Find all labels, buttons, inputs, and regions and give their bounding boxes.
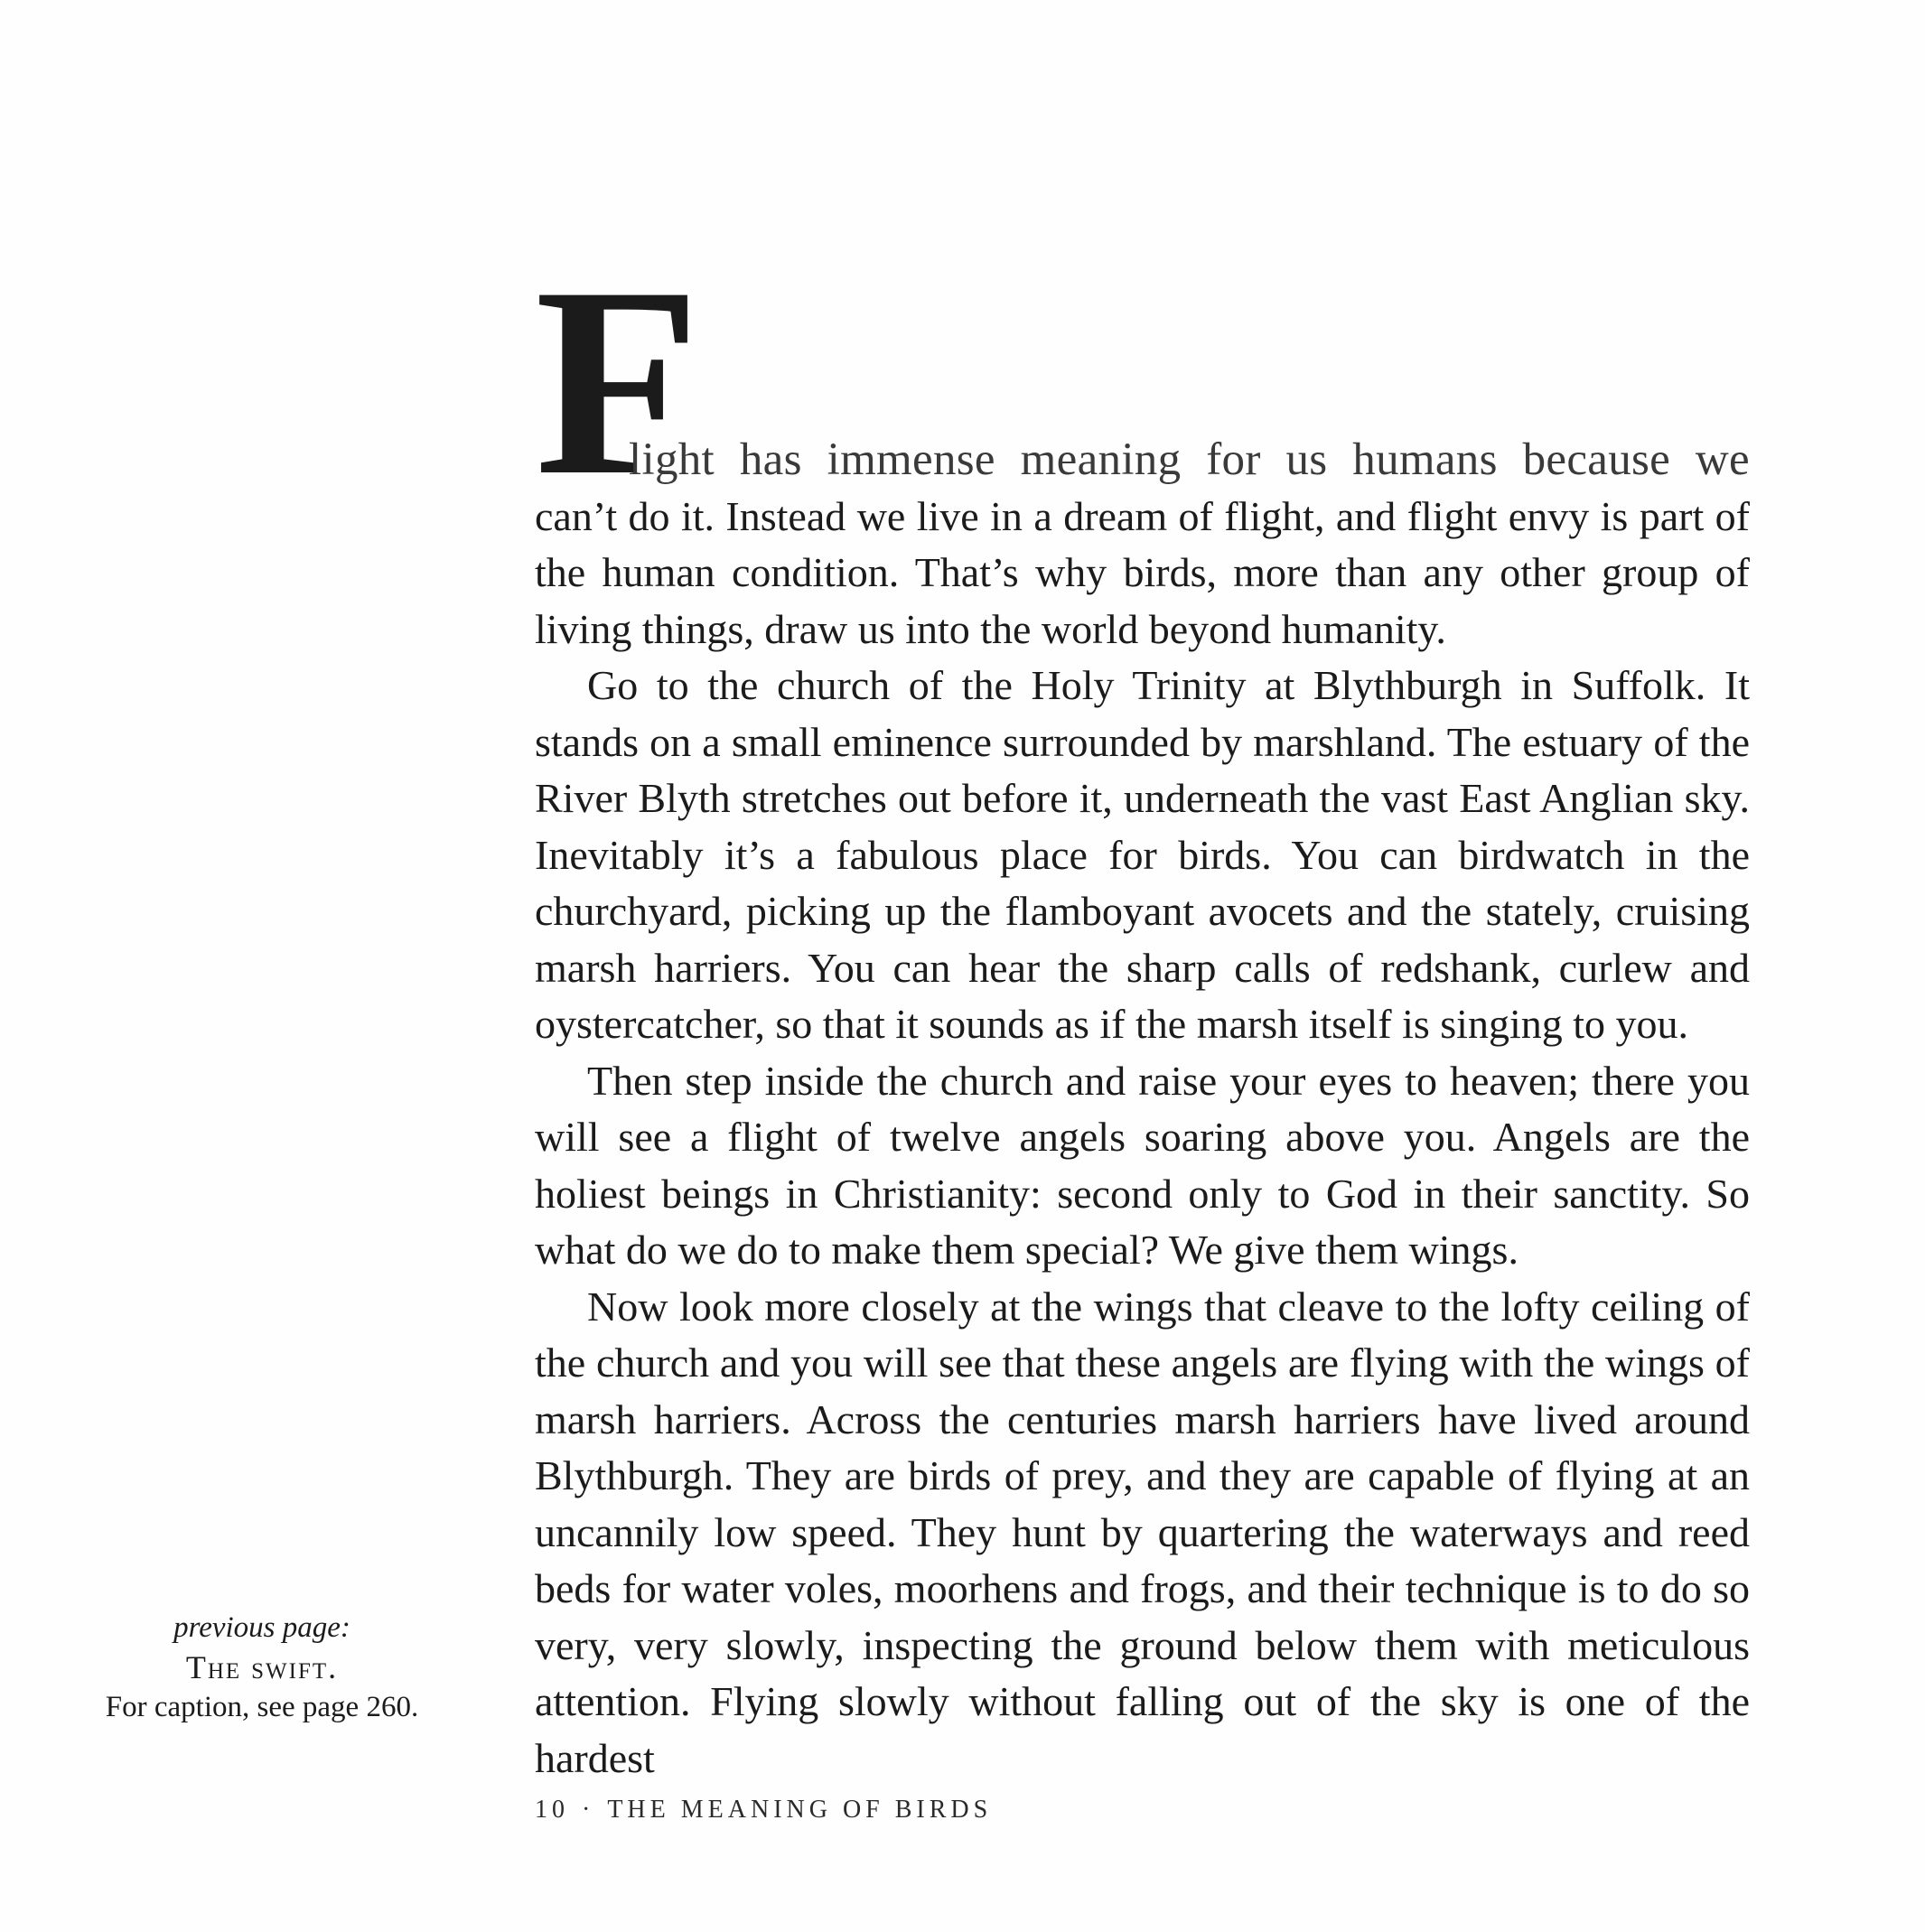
- body-text: [535, 231, 1750, 1781]
- paragraph-4: Now look more closely at the wings that cleave to the lofty ceiling of the church and you will see that these angels are flying with the wings of marsh harriers. Across the centuries marsh harriers have lived around Blythburgh. They are birds of prey, and they are capable of flying at an uncannily low speed. They hunt by quartering the waterways and reed beds for water voles, moorhens and frogs, and their technique is to do so very, very slowly, inspecting the ground below them with meticulous attention. Flying slowly without falling out of the sky is one of the hardest: [535, 1283, 1750, 1781]
- footer-separator: ·: [582, 1796, 595, 1824]
- running-footer: [535, 1796, 992, 1825]
- drop-cap-initial: F: [535, 231, 701, 531]
- book-title: THE MEANING OF BIRDS: [607, 1796, 993, 1824]
- figure-caption: [72, 1608, 452, 1727]
- caption-reference: For caption, see page 260.: [105, 1691, 419, 1723]
- caption-intro: previous page:: [173, 1611, 350, 1644]
- page-number: 10: [535, 1796, 569, 1824]
- paragraph-1-body: can’t do it. Instead we live in a dream of flight, and flight envy is part of the human condition. That’s why birds, more than any other group of living things, draw us into the world beyond humanity.: [535, 492, 1750, 652]
- paragraph-1: [535, 432, 1750, 658]
- paragraph-3: Then step inside the church and raise your eyes to heaven; there you will see a flight of twelve angels soaring above you. Angels are the holiest beings in Christianity: second only to God in their sanctity. So what do we do to make them special? We give them wings.: [535, 1057, 1750, 1273]
- paragraph-2: Go to the church of the Holy Trinity at Blythburgh in Suffolk. It stands on a small eminence surrounded by marshland. The estuary of the River Blyth stretches out before it, underneath the vast East Anglian sky. Inevitably it’s a fabulous place for birds. You can birdwatch in the churchyard, picking up the flamboyant avocets and the stately, cruising marsh harriers. You can hear the sharp calls of redshank, curlew and oystercatcher, so that it sounds as if the marsh itself is singing to you.: [535, 662, 1750, 1047]
- paragraph-1-first-line: light has immense meaning for us humans because we: [629, 434, 1750, 485]
- caption-title: The swift.: [185, 1649, 339, 1685]
